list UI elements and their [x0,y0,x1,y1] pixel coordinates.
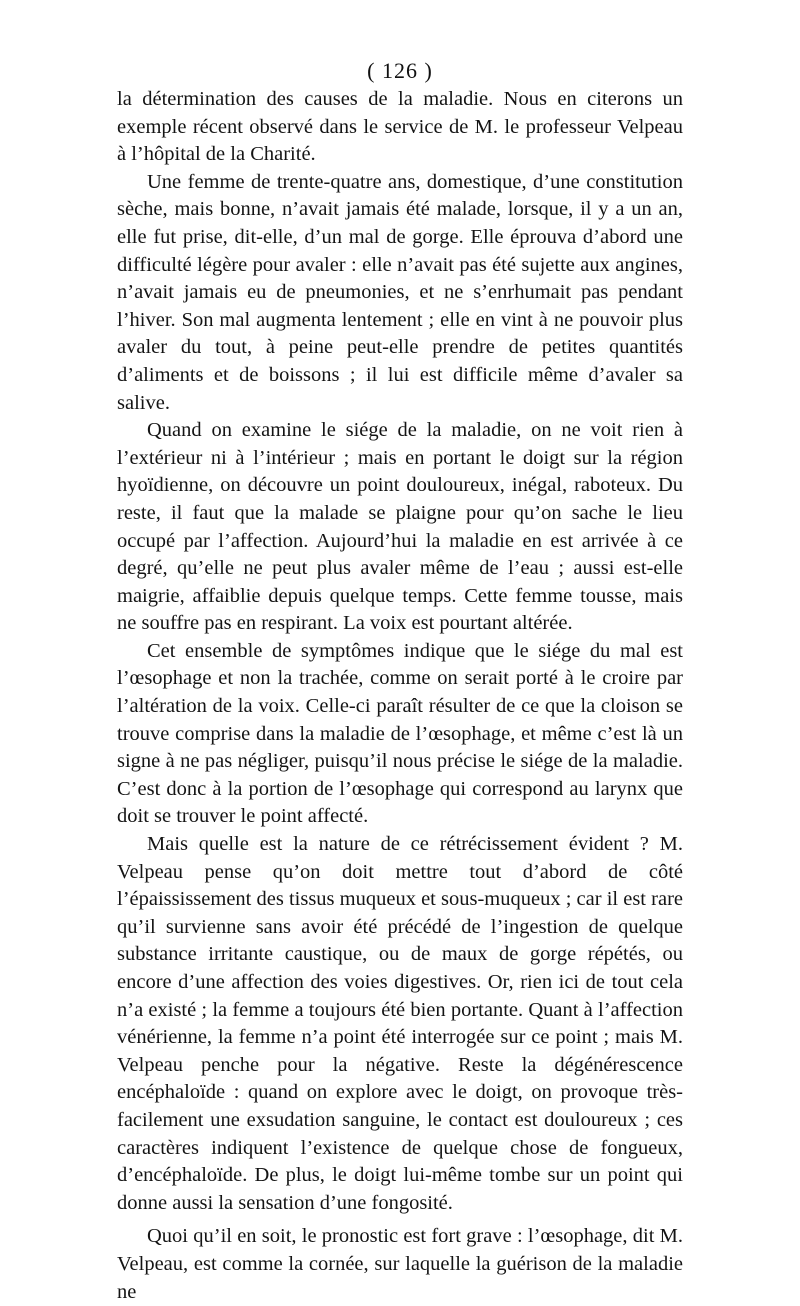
paragraph-symptoms: Cet ensemble de symptômes indique que le siége du mal est l’œsophage et non la trachée, comme on serait porté à le croire par l’altération de la voix. Celle-ci paraît résulter de ce que la cloison se trouve comprise dans la maladie de l’œsophage, et même c’est là un signe à ne pas négliger, puisqu’il nous précise le siége de la maladie. C’est donc à la portion de l’œsophage qui correspond au larynx que doit se trouver le point affecté. [117,639,683,828]
paragraph-continuation: la détermination des causes de la maladie. Nous en citerons un exemple récent observé dans le service de M. le professeur Velpeau à l’hôpital de la Charité. [117,88,683,166]
paragraph-diagnosis: Mais quelle est la nature de ce rétrécissement évident ? M. Velpeau pense qu’on doit mettre tout d’abord de côté l’épaississement des tissus muqueux et sous-muqueux ; car il est rare qu’il survienne sans avoir été précédé de l’ingestion de quelque substance irritante caustique, ou de maux de gorge répétés, ou encore d’une affection des voies digestives. Or, rien ici de tout cela n’a existé ; la femme a toujours été bien portante. Quant à l’affection vénérienne, la femme n’a point été interrogée sur ce point ; mais M. Velpeau penche pour la négative. Reste la dégénérescence encéphaloïde : quand on explore avec le doigt, on provoque très-facilement une exsudation sanguine, le contact est douloureux ; ces caractères indiquent l’existence de quelque chose de fongueux, d’encéphaloïde. De plus, le doigt lui-même tombe sur un point qui donne aussi la sensation d’une fongosité. [117,833,683,1214]
body-text [117,86,683,1306]
paragraph-examination: Quand on examine le siége de la maladie, on ne voit rien à l’extérieur ni à l’intérieur ; mais en portant le doigt sur la région hyoïdienne, on découvre un point douloureux, inégal, raboteux. Du reste, il faut que la malade se plaigne pour qu’on sache le lieu occupé par l’affection. Aujourd’hui la maladie en est arrivée à ce degré, qu’elle ne peut plus avaler même de l’eau ; aussi est-elle maigrie, affaiblie depuis quelque temps. Cette femme tousse, mais ne souffre pas en respirant. La voix est pourtant altérée. [117,419,683,635]
page-number: ( 126 ) [367,58,433,83]
paragraph-prognosis: Quoi qu’il en soit, le pronostic est fort grave : l’œsophage, dit M. Velpeau, est comme la cornée, sur laquelle la guérison de la maladie ne [117,1225,683,1303]
paragraph-patient-history: Une femme de trente-quatre ans, domestique, d’une constitution sèche, mais bonne, n’avait jamais été malade, lorsque, il y a un an, elle fut prise, dit-elle, d’un mal de gorge. Elle éprouva d’abord une difficulté légère pour avaler : elle n’avait pas été sujette aux angines, n’avait jamais eu de pneumonies, et ne s’enrhumait pas pendant l’hiver. Son mal augmenta lentement ; elle en vint à ne pouvoir plus avaler du tout, à peine peut-elle prendre de petites quantités d’aliments et de boissons ; il lui est difficile même d’avaler sa salive. [117,170,683,414]
